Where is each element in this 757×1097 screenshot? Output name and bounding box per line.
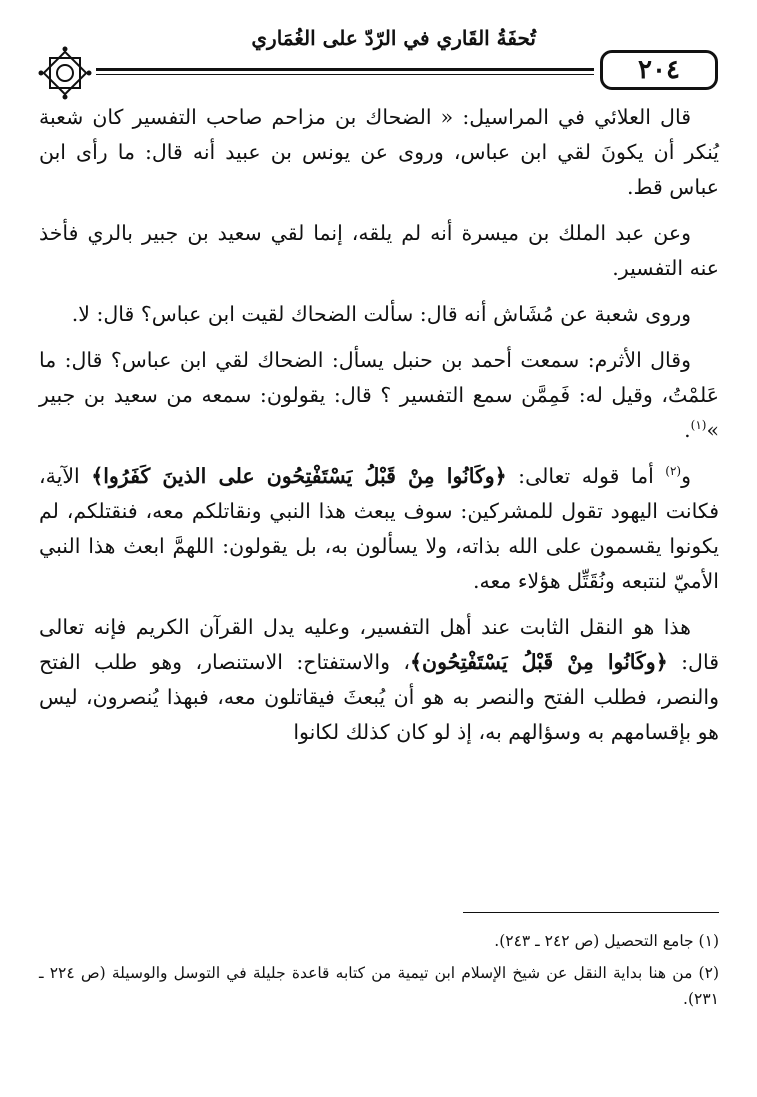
paragraph-5-pre: أما قوله تعالى: [506, 464, 666, 488]
running-title: تُحفَةُ القَاري في الرّدّ على الغُمَاري [251, 26, 536, 50]
paragraph-2: وعن عبد الملك بن ميسرة أنه لم يلقه، إنما لقي سعيد بن جبير بالري فأخذ عنه التفسير. [39, 221, 719, 280]
paragraph-3: وروى شعبة عن مُشَاش أنه قال: سألت الضحاك لقيت ابن عباس؟ قال: لا. [71, 302, 691, 326]
paragraph-5-post: الآية، فكانت اليهود تقول للمشركين: سوف يبعث هذا النبي ونقاتلكم معه، فنقتلكم، لم يكونوا يقسمون على الله بذاته، ولا يسألون به، بل يقولون: اللهمَّ ابعث هذا النبي الأميّ لنتبعه ونُقَتِّل هؤلاء معه. [39, 464, 719, 593]
page-header [38, 20, 718, 90]
page-number: ٢٠٤ [600, 50, 718, 90]
paragraph-4: وقال الأثرم: سمعت أحمد بن حنبل يسأل: الضحاك لقي ابن عباس؟ قال: ما عَلمْتُ، وقيل له: فَمِمَّن سمع التفسير ؟ قال: يقولون: سمعه من سعيد بن جبير »$^{(١)}$. [39, 348, 719, 442]
paragraph-6-post: ، والاستفتاح: الاستنصار، وهو طلب الفتح والنصر، فطلب الفتح والنصر به هو أن يُبعثَ فيقاتلون معه، فبهذا يُنصرون، ليس هو بإقسامهم به وسؤالهم به، إذ لو كان كذلك لكانوا [39, 650, 719, 744]
footnote-separator [463, 912, 719, 913]
footnote-ref-1: (١) [690, 418, 707, 433]
paragraph-6 [39, 610, 719, 750]
header-rule-thin [96, 74, 594, 75]
quran-verse-2: ﴿وكَانُوا مِنْ قَبْلُ يَسْتَفْتِحُون﴾ [410, 650, 668, 674]
footnote-1: (١) جامع التحصيل (ص ٢٤٢ ـ ٢٤٣). [494, 932, 719, 950]
footnote-ref-2: (٢) [665, 464, 682, 479]
page-body [39, 100, 719, 761]
paragraph-6-pre: هذا هو النقل الثابت عند أهل التفسير، وعليه يدل القرآن الكريم فإنه تعالى قال: [39, 615, 719, 674]
paragraph-5 [39, 459, 719, 599]
eight-point-star-ornament-icon [38, 46, 92, 100]
paragraph-4-text: وقال الأثرم: سمعت أحمد بن حنبل يسأل: الضحاك لقي ابن عباس؟ قال: ما عَلمْتُ، وقيل له: فَمِمَّن سمع التفسير ؟ قال: يقولون: سمعه من سعيد بن جبير » [39, 348, 719, 442]
paragraph-5-start: و [681, 464, 692, 488]
quran-verse-1: ﴿وكَانُوا مِنْ قَبْلُ يَسْتَفْتِحُون على الذينَ كَفَرُوا﴾ [91, 464, 507, 488]
paragraph-1: قال العلائي في المراسيل: « الضحاك بن مزاحم صاحب التفسير كان شعبة يُنكر أن يكونَ لقي ابن عباس، وروى عن يونس بن عبيد أنه قال: ما رأى ابن عباس قط. [39, 105, 719, 199]
footnotes [39, 928, 719, 1018]
header-rule [96, 68, 594, 71]
footnote-2: (٢) من هنا بداية النقل عن شيخ الإسلام ابن تيمية من كتابه قاعدة جليلة في التوسل والوسيلة (ص ٢٢٤ ـ ٢٣١). [39, 964, 719, 1008]
